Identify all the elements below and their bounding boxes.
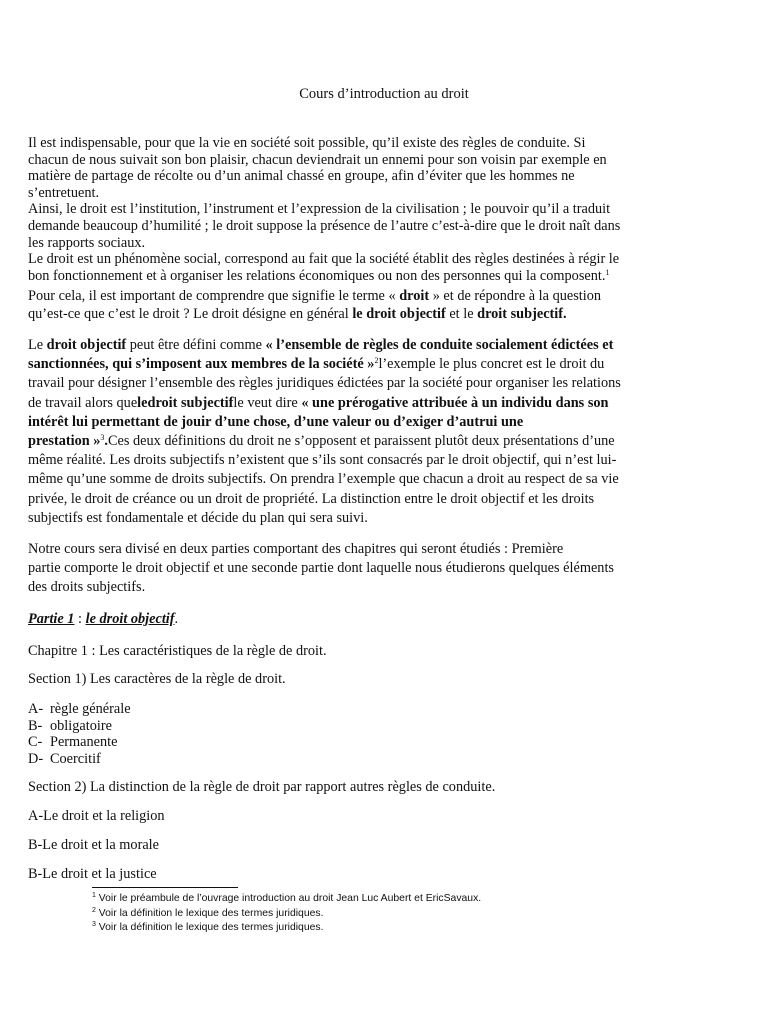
bold-term: droit subjectif (147, 394, 234, 411)
intro-line: matière de partage de récolte ou d’un animal chassé en groupe, afin d’éviter que les hommes ne (28, 168, 575, 185)
bold-term: droit objectif (46, 337, 127, 353)
bold-term: intérêt lui permettant de jouir d’une chose, d’une valeur ou d’exiger d’autrui une (28, 413, 524, 430)
bold-term: « une prérogative attribuée à un individu dans son (301, 394, 609, 411)
definition-line: travail pour désigner l’ensemble des règles juridiques édictées par la société pour organiser les relations (28, 375, 621, 392)
list-item (28, 718, 131, 735)
partie-end: . (174, 611, 179, 627)
text-run: peut être défini comme (126, 337, 266, 353)
partie-name: le droit objectif (85, 611, 175, 627)
plan-line: partie comporte le droit objectif et une seconde partie dont laquelle nous étudierons quelques éléments (28, 560, 614, 577)
bold-term: le droit objectif (352, 306, 446, 322)
document-title: Cours d’introduction au droit (299, 86, 469, 102)
footnote-number: 1 (92, 892, 96, 899)
bold-term: « l’ensemble de règles de conduite socialement édictées et (265, 337, 614, 353)
text-run: le veut dire (233, 394, 302, 411)
intro-line: s’entretuent. (28, 184, 100, 201)
caracteres-list (28, 701, 131, 767)
footnote (92, 907, 481, 922)
list-item (28, 734, 131, 751)
list-text: obligatoire (50, 717, 112, 734)
list-item (28, 701, 131, 718)
footnote-ref: 1 (605, 267, 610, 277)
footnote-ref: 2 (374, 356, 379, 366)
partie-label: Partie 1 (28, 611, 75, 627)
intro-line: demande beaucoup d’humilité ; le droit suppose la présence de l’autre c’est-à-dire que le droit naît dans (28, 217, 621, 234)
text-run: et le (445, 306, 478, 322)
text-run: Ces deux définitions du droit ne s’opposent et paraissent plutôt deux présentations d’une (108, 433, 615, 450)
definition-line (28, 336, 670, 355)
intro-text: bon fonctionnement et à organiser les relations économiques ou non des personnes qui la composent. (28, 267, 606, 284)
footnote-text: Voir le préambule de l’ouvrage introduction au droit Jean Luc Aubert et EricSavaux. (95, 893, 482, 904)
bold-term: sanctionnées, qui s’imposent aux membres de la société » (28, 356, 375, 373)
subsection-religion: A-Le droit et la religion (28, 808, 165, 824)
list-letter: B- (28, 717, 43, 734)
chapitre-heading: Chapitre 1 : Les caractéristiques de la règle de droit. (28, 643, 327, 659)
intro-line: Le droit est un phénomène social, correspond au fait que la société établit des règles destinées à régir le (28, 251, 620, 268)
section-2-heading: Section 2) La distinction de la règle de droit par rapport autres règles de conduite. (28, 779, 496, 795)
droit-question-paragraph (28, 287, 670, 323)
partie-heading (28, 611, 178, 628)
footnote (92, 921, 481, 936)
plan-line: des droits subjectifs. (28, 579, 146, 596)
footnote-number: 3 (92, 921, 96, 928)
list-text: Coercitif (50, 750, 101, 767)
intro-line (28, 268, 670, 285)
bold-term: droit (399, 288, 430, 304)
plan-line: Notre cours sera divisé en deux parties comportant des chapitres qui seront étudiés : Première (28, 541, 564, 557)
bold-term: prestation » (28, 433, 101, 450)
footnote-text: Voir la définition le lexique des termes juridiques. (95, 907, 324, 919)
text-run: » et de répondre à la question (429, 288, 602, 304)
list-letter: A- (28, 701, 44, 717)
definition-line (28, 394, 670, 413)
definitions-paragraph (28, 336, 670, 528)
subsection-morale: B-Le droit et la morale (28, 837, 160, 853)
definition-line: même qu’une somme de droits subjectifs. On prendra l’exemple que chacun a droit au respect de sa vie (28, 471, 619, 488)
definition-line (28, 355, 670, 374)
subsection-justice: B-Le droit et la justice (28, 866, 157, 882)
list-text: règle générale (50, 701, 131, 717)
intro-paragraphs (28, 135, 670, 284)
list-letter: D- (28, 750, 44, 767)
footnote-text: Voir la définition le lexique des termes juridiques. (95, 922, 324, 933)
list-text: Permanente (50, 734, 118, 751)
footnotes (92, 892, 481, 936)
intro-line: chacun de nous suivait son bon plaisir, chacun deviendrait un ennemi pour son voisin par exemple en (28, 151, 607, 168)
definition-line: privée, le droit de créance ou un droit de propriété. La distinction entre le droit objectif et les droits (28, 490, 595, 507)
text-run: Le (28, 337, 47, 353)
intro-line: les rapports sociaux. (28, 234, 146, 251)
intro-line (28, 305, 670, 323)
section-1-heading: Section 1) Les caractères de la règle de droit. (28, 671, 286, 687)
definition-line: subjectifs est fondamentale et décide du plan qui sera suivi. (28, 509, 368, 526)
intro-line: Il est indispensable, pour que la vie en société soit possible, qu’il existe des règles de conduite. Si (28, 135, 586, 151)
intro-line: Ainsi, le droit est l’institution, l’instrument et l’expression de la civilisation ; le pouvoir qu’il a traduit (28, 201, 611, 218)
text-run: de travail alors que (28, 394, 138, 411)
list-letter: C- (28, 734, 43, 751)
footnote (92, 892, 481, 907)
list-item (28, 751, 131, 768)
footnote-ref: 3 (100, 433, 105, 443)
partie-separator: : (74, 611, 86, 627)
footnote-separator (92, 887, 238, 888)
text-run: l’exemple le plus concret est le droit du (378, 356, 605, 373)
footnote-number: 2 (92, 906, 96, 914)
definition-line (28, 432, 670, 451)
bold-term: le (137, 394, 148, 411)
text-run: qu’est-ce que c’est le droit ? Le droit désigne en général (28, 306, 353, 322)
text-run: Pour cela, il est important de comprendre que signifie le terme « (28, 288, 400, 304)
bold-term: droit subjectif. (477, 306, 567, 322)
plan-paragraph (28, 540, 670, 598)
definition-line (28, 413, 670, 432)
definition-line: même réalité. Les droits subjectifs n’existent que s’ils sont consacrés par le droit objectif, qui n’est lui- (28, 452, 617, 469)
intro-line (28, 287, 670, 305)
bold-term: . (104, 433, 108, 450)
